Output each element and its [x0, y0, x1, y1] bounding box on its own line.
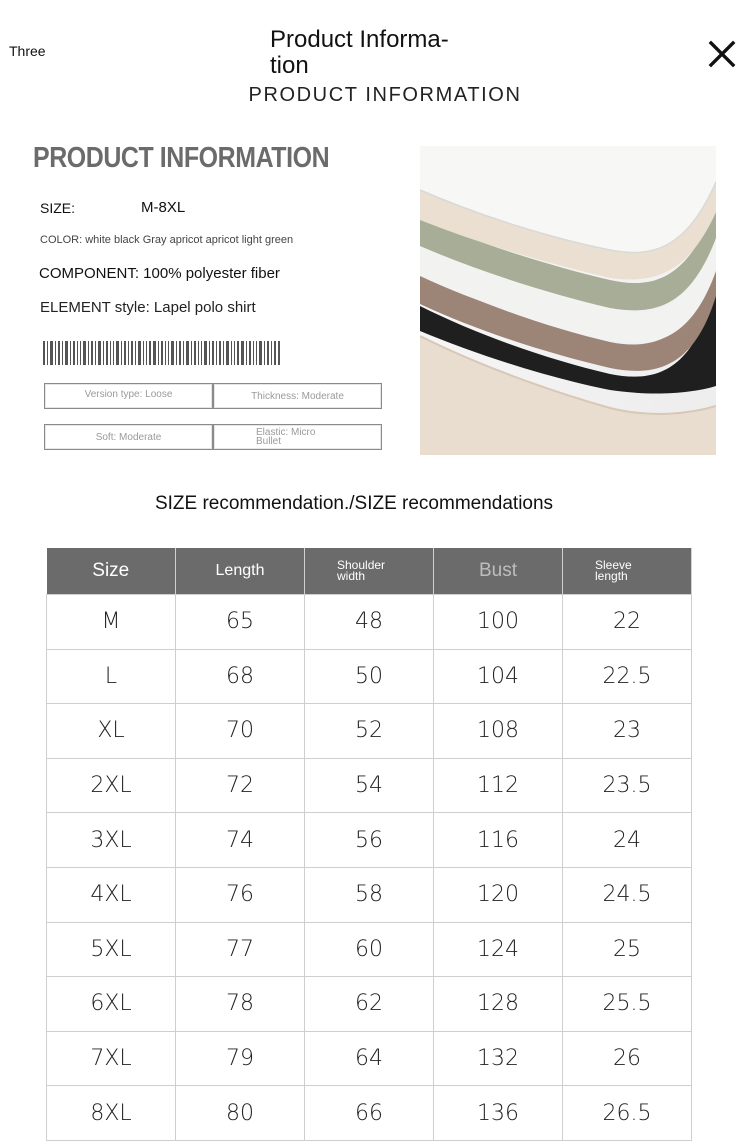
- cell-bust: 100: [434, 595, 563, 650]
- table-row: [47, 595, 692, 650]
- attr-thickness: Thickness: Moderate: [213, 383, 382, 409]
- cell-length: 80: [176, 1086, 305, 1141]
- cell-shoulder-width: 58: [305, 867, 434, 922]
- page-title-line2: tion: [270, 52, 309, 79]
- cell-sleeve-length: 22: [563, 595, 692, 650]
- table-row: [47, 867, 692, 922]
- close-icon: [704, 36, 740, 72]
- cell-size: L: [47, 649, 176, 704]
- size-recommendation-title: SIZE recommendation./SIZE recommendations: [154, 493, 554, 514]
- size-table-header: [47, 548, 692, 595]
- cell-size: XL: [47, 704, 176, 759]
- cell-shoulder-width: 48: [305, 595, 434, 650]
- header-shoulder-line1: Shoulder: [337, 558, 386, 572]
- cell-bust: 116: [434, 813, 563, 868]
- cell-bust: 128: [434, 977, 563, 1032]
- header-sleeve-line2: length: [595, 569, 628, 583]
- cell-shoulder-width: 52: [305, 704, 434, 759]
- element-line: ELEMENT style: Lapel polo shirt: [40, 299, 256, 316]
- header-size: Size: [47, 548, 176, 595]
- table-row: [47, 813, 692, 868]
- cell-size: 6XL: [47, 977, 176, 1032]
- cell-shoulder-width: 54: [305, 758, 434, 813]
- cell-sleeve-length: 25.5: [563, 977, 692, 1032]
- color-line: COLOR: white black Gray apricot apricot light green: [40, 234, 294, 246]
- cell-bust: 124: [434, 922, 563, 977]
- cell-sleeve-length: 25: [563, 922, 692, 977]
- table-row: [47, 1086, 692, 1141]
- cell-bust: 132: [434, 1031, 563, 1086]
- page-title: [270, 27, 470, 79]
- component-line: COMPONENT: 100% polyester fiber: [39, 265, 280, 282]
- cell-size: 3XL: [47, 813, 176, 868]
- cell-bust: 104: [434, 649, 563, 704]
- cell-length: 72: [176, 758, 305, 813]
- cell-sleeve-length: 22.5: [563, 649, 692, 704]
- size-value: M-8XL: [141, 199, 186, 216]
- header-length: Length: [176, 548, 305, 595]
- table-row: [47, 649, 692, 704]
- attr-elastic: [213, 424, 382, 450]
- cell-length: 76: [176, 867, 305, 922]
- attr-elastic-line1: Elastic: Micro: [256, 427, 316, 438]
- header-sleeve-line1: Sleeve: [595, 558, 632, 572]
- table-row: [47, 977, 692, 1032]
- cell-size: 4XL: [47, 867, 176, 922]
- attr-elastic-line2: Bullet: [256, 436, 282, 447]
- cell-length: 74: [176, 813, 305, 868]
- close-button[interactable]: [704, 36, 740, 72]
- cell-bust: 112: [434, 758, 563, 813]
- attr-version-type: Version type: Loose: [44, 383, 213, 409]
- page-subtitle: PRODUCT INFORMATION: [248, 84, 522, 106]
- cell-sleeve-length: 23.5: [563, 758, 692, 813]
- size-label: SIZE:: [40, 200, 76, 216]
- cell-length: 65: [176, 595, 305, 650]
- cell-sleeve-length: 26.5: [563, 1086, 692, 1141]
- table-row: [47, 922, 692, 977]
- cell-size: 5XL: [47, 922, 176, 977]
- cell-bust: 120: [434, 867, 563, 922]
- header-shoulder-line2: width: [337, 569, 366, 583]
- cell-sleeve-length: 26: [563, 1031, 692, 1086]
- fabric-stack-image: [420, 146, 716, 455]
- attr-soft: Soft: Moderate: [44, 424, 213, 450]
- cell-bust: 136: [434, 1086, 563, 1141]
- cell-size: 8XL: [47, 1086, 176, 1141]
- header-bust: Bust: [434, 548, 563, 595]
- cell-sleeve-length: 23: [563, 704, 692, 759]
- cell-shoulder-width: 64: [305, 1031, 434, 1086]
- barcode-icon: [43, 341, 280, 365]
- header-sleeve-length: [563, 548, 692, 595]
- cell-length: 68: [176, 649, 305, 704]
- cell-length: 70: [176, 704, 305, 759]
- cell-sleeve-length: 24.5: [563, 867, 692, 922]
- header-shoulder-width: [305, 548, 434, 595]
- cell-shoulder-width: 50: [305, 649, 434, 704]
- corner-label: Three: [9, 43, 46, 59]
- cell-length: 77: [176, 922, 305, 977]
- cell-size: M: [47, 595, 176, 650]
- info-heading: PRODUCT INFORMATION: [33, 142, 330, 174]
- cell-size: 2XL: [47, 758, 176, 813]
- table-row: [47, 758, 692, 813]
- cell-sleeve-length: 24: [563, 813, 692, 868]
- size-table: [46, 548, 692, 1141]
- table-row: [47, 704, 692, 759]
- cell-shoulder-width: 56: [305, 813, 434, 868]
- page-title-line1: Product Informa-: [270, 26, 449, 53]
- cell-length: 78: [176, 977, 305, 1032]
- cell-size: 7XL: [47, 1031, 176, 1086]
- cell-shoulder-width: 66: [305, 1086, 434, 1141]
- cell-bust: 108: [434, 704, 563, 759]
- cell-length: 79: [176, 1031, 305, 1086]
- cell-shoulder-width: 60: [305, 922, 434, 977]
- table-row: [47, 1031, 692, 1086]
- cell-shoulder-width: 62: [305, 977, 434, 1032]
